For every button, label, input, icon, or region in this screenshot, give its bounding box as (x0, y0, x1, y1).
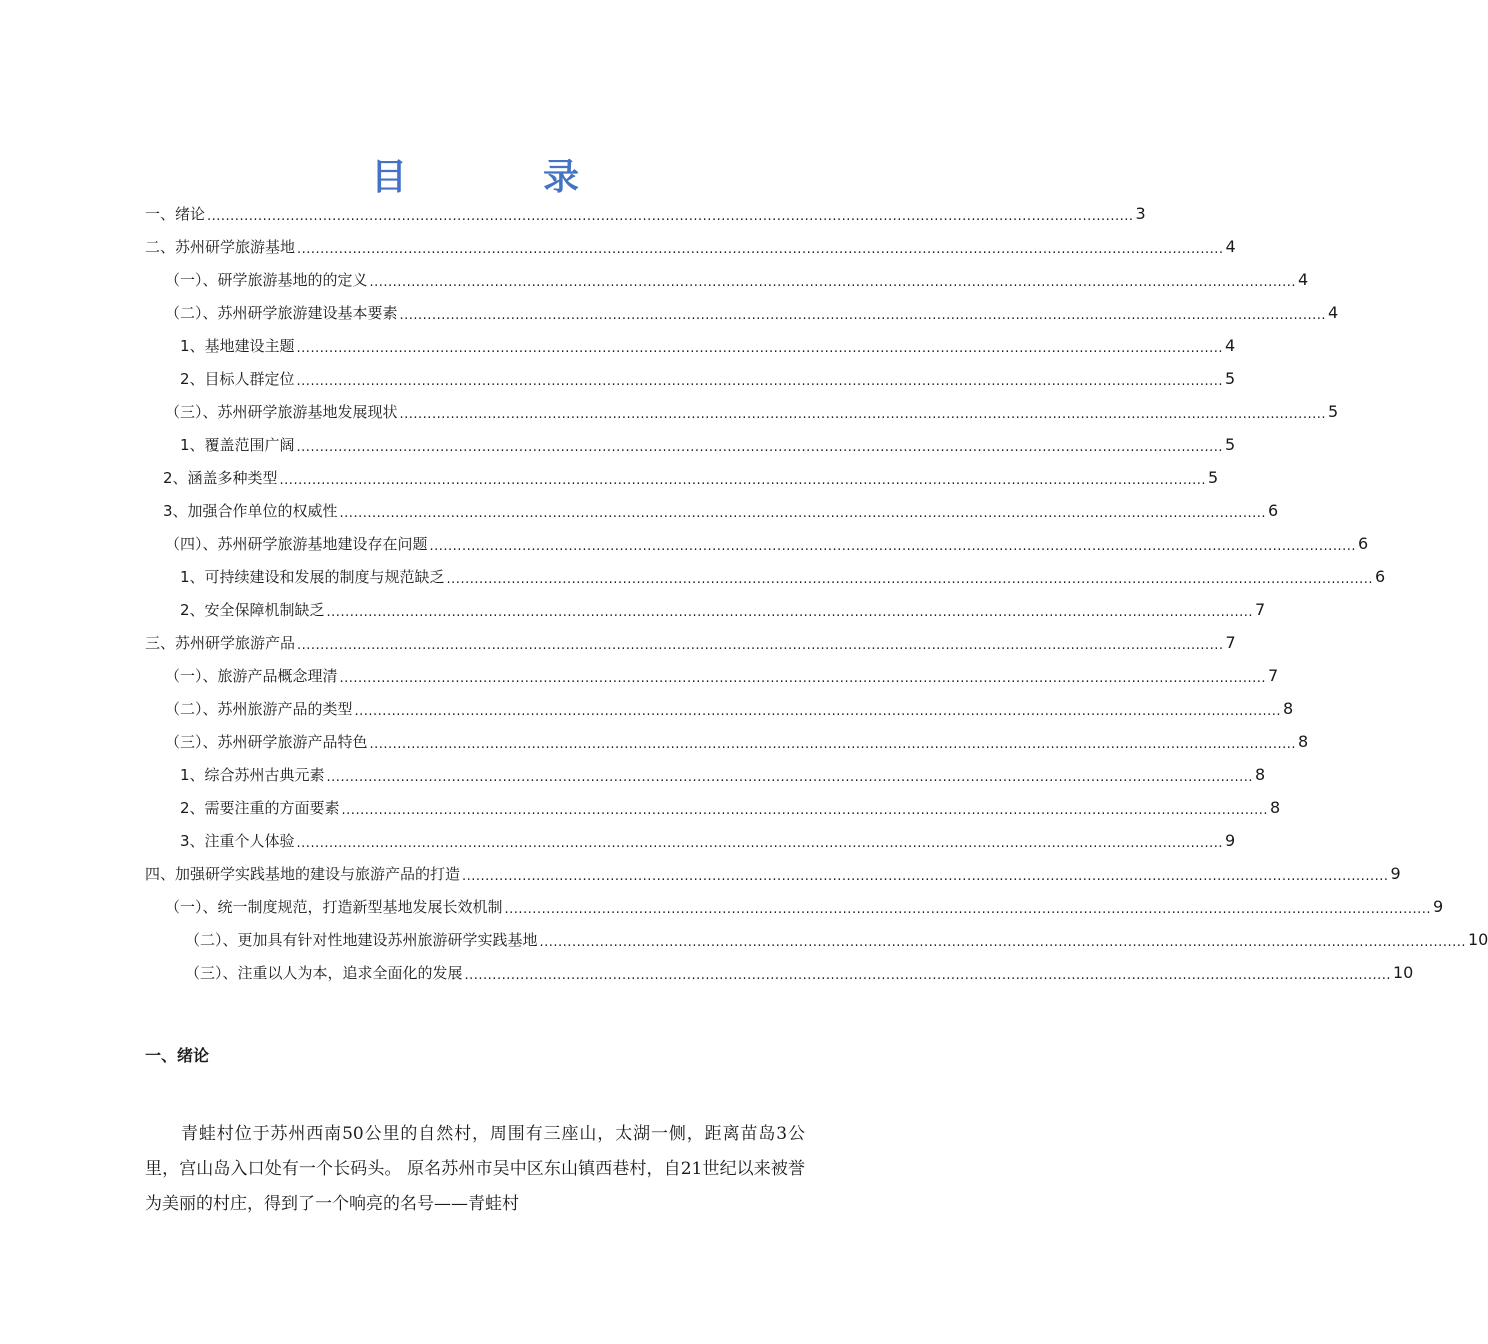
toc-entry-page: 3 (1135, 203, 1146, 223)
toc-leader-dots: ........................................................................................................................................................................................................ (354, 704, 1281, 719)
toc-leader-dots: ........................................................................................................................................................................................................ (399, 407, 1326, 422)
toc-entry-page: 8 (1270, 797, 1281, 817)
toc-entry[interactable] (165, 263, 1309, 296)
toc-entry-label: 1、综合苏州古典元素 (180, 765, 325, 784)
toc-entry-label: 一、绪论 (145, 204, 206, 223)
toc-leader-dots: ........................................................................................................................................................................................................ (326, 605, 1254, 620)
toc-entry-label: 2、安全保障机制缺乏 (180, 600, 325, 619)
toc-entry-label: 1、覆盖范围广阔 (180, 435, 295, 454)
toc-entry-page: 5 (1225, 434, 1236, 454)
toc-entry[interactable] (165, 692, 1294, 725)
toc-entry-page: 8 (1282, 698, 1294, 718)
toc-leader-dots: ........................................................................................................................................................................................................ (207, 209, 1134, 224)
toc-entry-label: 3、注重个人体验 (180, 831, 295, 850)
toc-entry-label: 2、需要注重的方面要素 (180, 798, 340, 817)
toc-leader-dots: ........................................................................................................................................................................................................ (369, 275, 1296, 290)
toc-entry-label: 1、可持续建设和发展的制度与规范缺乏 (180, 567, 445, 586)
toc-entry-label: 2、目标人群定位 (180, 369, 295, 388)
toc-entry-page: 4 (1327, 302, 1339, 322)
toc-leader-dots: ........................................................................................................................................................................................................ (296, 341, 1224, 356)
toc-entry[interactable] (145, 626, 1236, 659)
toc-leader-dots: ........................................................................................................................................................................................................ (369, 737, 1296, 752)
toc-entry[interactable] (165, 395, 1339, 428)
toc-entry[interactable] (165, 890, 1444, 923)
toc-entry[interactable] (163, 494, 1279, 527)
body-paragraph: 青蛙村位于苏州西南50公里的自然村，周围有三座山，太湖一侧，距离苗岛3公里，宫山岛入口处有一个长码头。 原名苏州市吴中区东山镇西巷村，自21世纪以来被誉为美丽的村庄，得到了一个响亮的名号——青蛙村 (145, 1124, 805, 1214)
toc-entry-label: （二）、苏州研学旅游建设基本要素 (165, 303, 398, 322)
toc-leader-dots: ........................................................................................................................................................................................................ (296, 836, 1224, 851)
toc-entry-page: 9 (1390, 863, 1401, 883)
toc-entry-label: （三）、苏州研学旅游产品特色 (165, 732, 368, 751)
toc-leader-dots: ........................................................................................................................................................................................................ (326, 770, 1254, 785)
toc-entry[interactable] (145, 857, 1401, 890)
toc-entry-label: （二）、苏州旅游产品的类型 (165, 699, 353, 718)
toc-entry-label: 3、加强合作单位的权威性 (163, 501, 338, 520)
table-of-contents (0, 197, 1488, 989)
toc-entry-label: 二、苏州研学旅游基地 (145, 237, 296, 256)
toc-entry-page: 7 (1255, 599, 1266, 619)
toc-entry-page: 9 (1225, 830, 1236, 850)
toc-leader-dots: ........................................................................................................................................................................................................ (296, 374, 1224, 389)
toc-entry-label: 1、基地建设主题 (180, 336, 295, 355)
toc-entry[interactable] (180, 593, 1266, 626)
toc-entry-label: （一）、研学旅游基地的的定义 (165, 270, 368, 289)
toc-entry[interactable] (180, 758, 1266, 791)
toc-entry-label: （一）、统一制度规范，打造新型基地发展长效机制 (165, 897, 503, 916)
toc-entry-page: 7 (1267, 665, 1279, 685)
toc-entry[interactable] (165, 527, 1369, 560)
toc-entry[interactable] (163, 461, 1219, 494)
toc-entry-page: 4 (1297, 269, 1309, 289)
toc-entry-page: 4 (1225, 236, 1236, 256)
toc-entry[interactable] (165, 659, 1279, 692)
toc-entry[interactable] (180, 791, 1281, 824)
toc-entry-page: 4 (1225, 335, 1236, 355)
toc-leader-dots: ........................................................................................................................................................................................................ (341, 803, 1269, 818)
toc-leader-dots: ........................................................................................................................................................................................................ (339, 506, 1267, 521)
toc-entry-page: 5 (1327, 401, 1339, 421)
toc-entry-label: 三、苏州研学旅游产品 (145, 633, 296, 652)
toc-entry-label: （三）、苏州研学旅游基地发展现状 (165, 402, 398, 421)
toc-entry-page: 8 (1255, 764, 1266, 784)
toc-entry[interactable] (180, 824, 1236, 857)
toc-entry[interactable] (145, 197, 1146, 230)
toc-leader-dots: ........................................................................................................................................................................................................ (464, 968, 1391, 983)
section-heading: 一、绪论 (145, 1046, 210, 1065)
toc-entry-page: 6 (1375, 566, 1386, 586)
toc-entry[interactable] (180, 560, 1386, 593)
toc-entry[interactable] (180, 362, 1236, 395)
toc-entry[interactable] (180, 428, 1236, 461)
toc-leader-dots: ........................................................................................................................................................................................................ (296, 440, 1224, 455)
toc-entry[interactable] (165, 296, 1339, 329)
toc-entry-page: 10 (1392, 962, 1414, 982)
toc-entry-page: 8 (1297, 731, 1309, 751)
toc-leader-dots: ........................................................................................................................................................................................................ (462, 869, 1389, 884)
toc-entry-label: （三）、注重以人为本，追求全面化的发展 (185, 963, 463, 982)
toc-leader-dots: ........................................................................................................................................................................................................ (279, 473, 1207, 488)
toc-entry-label: （二）、更加具有针对性地建设苏州旅游研学实践基地 (185, 930, 538, 949)
toc-entry[interactable] (145, 230, 1236, 263)
toc-entry[interactable] (180, 329, 1236, 362)
toc-entry[interactable] (165, 725, 1309, 758)
toc-leader-dots: ........................................................................................................................................................................................................ (339, 671, 1266, 686)
toc-entry-label: （一）、旅游产品概念理清 (165, 666, 338, 685)
toc-entry-label: 2、涵盖多种类型 (163, 468, 278, 487)
toc-leader-dots: ........................................................................................................................................................................................................ (539, 935, 1466, 950)
toc-leader-dots: ........................................................................................................................................................................................................ (446, 572, 1374, 587)
toc-entry-page: 5 (1208, 467, 1219, 487)
toc-entry-page: 6 (1357, 533, 1369, 553)
toc-leader-dots: ........................................................................................................................................................................................................ (297, 638, 1224, 653)
toc-entry-page: 9 (1432, 896, 1444, 916)
toc-entry-label: 四、加强研学实践基地的建设与旅游产品的打造 (145, 864, 461, 883)
toc-entry-page: 6 (1268, 500, 1279, 520)
toc-entry-page: 5 (1225, 368, 1236, 388)
toc-entry[interactable] (185, 923, 1488, 956)
toc-leader-dots: ........................................................................................................................................................................................................ (429, 539, 1356, 554)
toc-entry-page: 7 (1225, 632, 1236, 652)
toc-title: 目 录 (370, 157, 629, 198)
toc-entry[interactable] (185, 956, 1414, 989)
toc-leader-dots: ........................................................................................................................................................................................................ (504, 902, 1431, 917)
toc-leader-dots: ........................................................................................................................................................................................................ (399, 308, 1326, 323)
toc-entry-page: 10 (1467, 929, 1488, 949)
toc-entry-label: （四）、苏州研学旅游基地建设存在问题 (165, 534, 428, 553)
toc-leader-dots: ........................................................................................................................................................................................................ (297, 242, 1224, 257)
